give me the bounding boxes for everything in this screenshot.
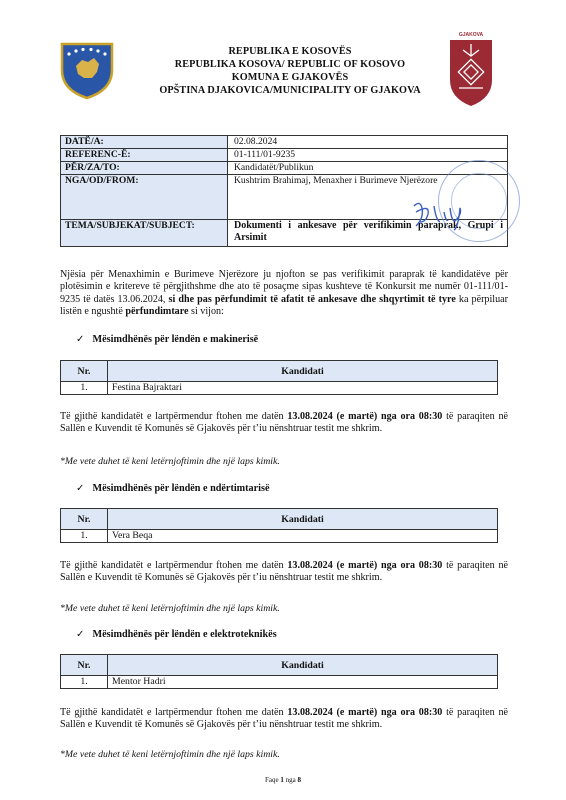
note-text: *Me vete duhet të keni letërnjoftimin dhe një laps kimik. <box>60 456 280 467</box>
note-text: *Me vete duhet të keni letërnjoftimin dhe një laps kimik. <box>60 603 280 614</box>
header-line-2: REPUBLIKA KOSOVA/ REPUBLIC OF KOSOVO <box>174 59 406 70</box>
header-line-3: KOMUNA E GJAKOVËS <box>231 72 349 83</box>
candidates-table <box>60 360 498 395</box>
column-header-nr: Nr. <box>61 655 108 676</box>
meta-label: NGA/OD/FROM: <box>61 175 228 220</box>
meta-label: PËR/ZA/TO: <box>61 162 228 175</box>
signature <box>400 198 490 232</box>
svg-text:GJAKOVA: GJAKOVA <box>458 32 484 38</box>
section-title: ✓ Mësimdhënës për lëndën e elektroteknikës <box>76 629 277 640</box>
table-row: 1. Vera Beqa <box>61 530 498 543</box>
kosovo-coat-of-arms-icon <box>58 40 116 100</box>
meta-value: 01-111/01-9235 <box>228 149 508 162</box>
table-row: 1. Mentor Hadri <box>61 676 498 689</box>
page-number: Faqe 1 nga 8 <box>265 776 301 784</box>
invite-paragraph: Të gjithë kandidatët e lartpërmendur ftohen me datën 13.08.2024 (e martë) nga ora 08:30 të paraqiten në Sallën e Kuvendit të Komunës së Gjakovës për t’iu nënshtruar testit me shkrim. <box>60 411 508 435</box>
gjakova-logo <box>447 30 495 108</box>
column-header-candidate: Kandidati <box>108 361 498 382</box>
header-line-1: REPUBLIKA E KOSOVËS <box>228 46 352 57</box>
intro-paragraph: Njësia për Menaxhimin e Burimeve Njerëzore ju njofton se pas verifikimit paraprak të kandidatëve për plotësimin e kritereve të përgjithshme dhe ato të posaçme sipas kushteve të Konkursit me numër 01-111/01-9235 të datës 13.06.2024, si dhe pas përfundimit të afatit të ankesave dhe shqyrtimit të tyre ka përpiluar listën e ngushtë përfundimtare si vijon: <box>60 269 508 318</box>
table-row: 1. Festina Bajraktari <box>61 382 498 395</box>
column-header-candidate: Kandidati <box>108 655 498 676</box>
meta-label: DATË/A: <box>61 136 228 149</box>
invite-paragraph: Të gjithë kandidatët e lartpërmendur ftohen me datën 13.08.2024 (e martë) nga ora 08:30 të paraqiten në Sallën e Kuvendit të Komunës së Gjakovës për t’iu nënshtruar testit me shkrim. <box>60 560 508 584</box>
header-line-4: OPŠTINA DJAKOVICA/MUNICIPALITY OF GJAKOVA <box>159 85 421 96</box>
column-header-candidate: Kandidati <box>108 509 498 530</box>
candidates-table <box>60 654 498 689</box>
check-icon: ✓ <box>76 334 85 345</box>
invite-paragraph: Të gjithë kandidatët e lartpërmendur ftohen me datën 13.08.2024 (e martë) nga ora 08:30 të paraqiten në Sallën e Kuvendit të Komunës së Gjakovës për t’iu nënshtruar testit me shkrim. <box>60 707 508 731</box>
check-icon: ✓ <box>76 483 85 494</box>
meta-value: 02.08.2024 <box>228 136 508 149</box>
meta-value: Kushtrim Brahimaj, Menaxher i Burimeve Njerëzore <box>228 175 508 220</box>
column-header-nr: Nr. <box>61 361 108 382</box>
meta-row-date <box>61 136 508 149</box>
column-header-nr: Nr. <box>61 509 108 530</box>
meta-value: Kandidatët/Publikun <box>228 162 508 175</box>
note-text: *Me vete duhet të keni letërnjoftimin dhe një laps kimik. <box>60 749 280 760</box>
section-title: ✓ Mësimdhënës për lëndën e makinerisë <box>76 334 259 345</box>
meta-value: Dokumenti i ankesave për verifikimin paraprak, Grupi i Arsimit <box>228 220 508 247</box>
check-icon: ✓ <box>76 629 85 640</box>
meta-row-reference <box>61 149 508 162</box>
candidates-table <box>60 508 498 543</box>
section-title: ✓ Mësimdhënës për lëndën e ndërtimtarisë <box>76 483 270 494</box>
meta-row-to <box>61 162 508 175</box>
meta-label: TEMA/SUBJEKAT/SUBJECT: <box>61 220 228 247</box>
meta-label: REFERENC-Ë: <box>61 149 228 162</box>
